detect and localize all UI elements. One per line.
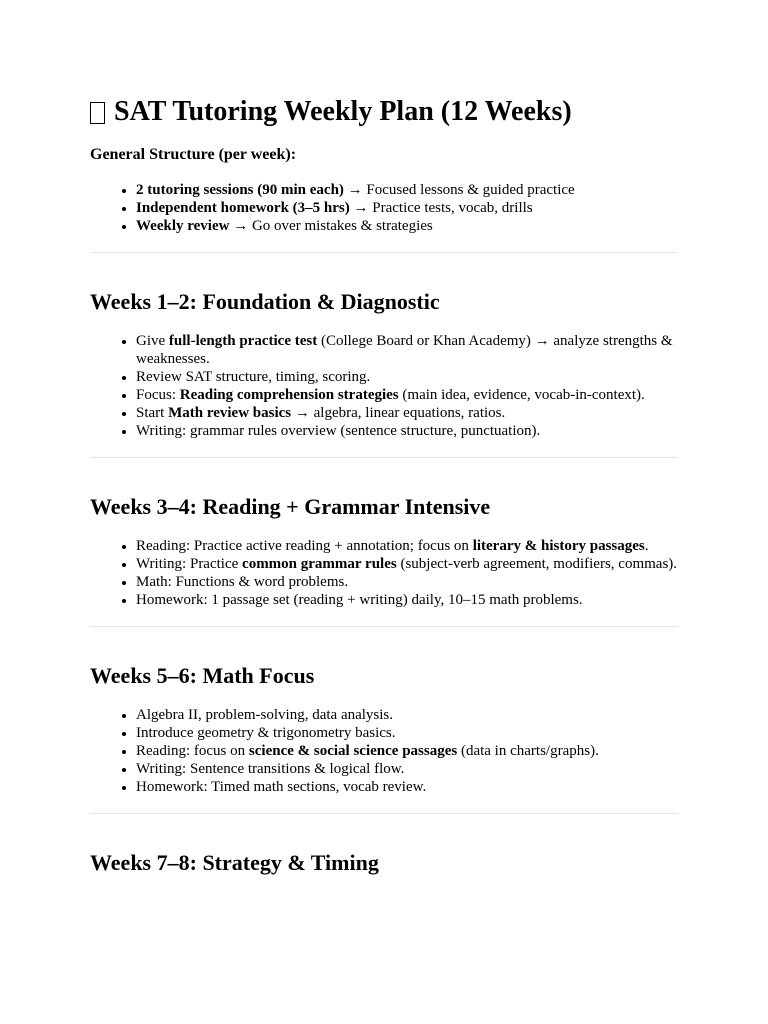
list-item [136, 181, 678, 199]
item-bold-text: literary & history passages [472, 538, 645, 554]
page-title [90, 94, 678, 130]
list-item [136, 368, 678, 386]
list-item [136, 742, 678, 760]
section-title: Weeks 3–4: Reading + Grammar Intensive [90, 494, 491, 519]
missing-glyph-icon [90, 102, 105, 124]
list-item [136, 422, 678, 440]
item-text: Homework: 1 passage set (reading + writing) daily, 10–15 math problems. [136, 592, 583, 608]
item-text: Start [136, 405, 169, 421]
item-bold-text: science & social science passages [248, 743, 458, 759]
item-text: Homework: Timed math sections, vocab review. [136, 779, 427, 795]
item-text: Math: Functions & word problems. [136, 574, 349, 590]
general-structure-heading: General Structure (per week): [90, 146, 297, 163]
section-list [90, 706, 678, 796]
list-item [136, 386, 678, 404]
item-bold-text: Reading comprehension strategies [179, 387, 399, 403]
item-text: Writing: Sentence transitions & logical flow. [136, 761, 405, 777]
list-item [136, 199, 678, 217]
item-text: Focus: [136, 387, 180, 403]
section-list [90, 537, 678, 609]
item-bold-text: common grammar rules [242, 556, 397, 572]
list-item [136, 760, 678, 778]
item-text: Reading: Practice active reading + annotation; focus on [136, 538, 473, 554]
section-list [90, 332, 678, 440]
item-text: (subject-verb agreement, modifiers, commas). [396, 556, 678, 572]
item-text: → Focused lessons & guided practice [343, 182, 575, 198]
item-text: . [644, 538, 649, 554]
general-structure-list [90, 181, 678, 235]
list-item [136, 573, 678, 591]
item-text: Reading: focus on [136, 743, 249, 759]
list-item [136, 778, 678, 796]
item-text: (College Board or Khan Academy) → analyze strengths & weaknesses. [136, 333, 673, 367]
document-content [90, 94, 678, 877]
section-title: Weeks 1–2: Foundation & Diagnostic [90, 289, 440, 314]
item-text: Review SAT structure, timing, scoring. [136, 369, 371, 385]
item-text: Give [136, 333, 169, 349]
section-title: Weeks 7–8: Strategy & Timing [90, 850, 379, 875]
item-text: Introduce geometry & trigonometry basics. [136, 725, 396, 741]
item-text: Writing: grammar rules overview (sentence structure, punctuation). [136, 423, 541, 439]
list-item [136, 332, 678, 368]
list-item [136, 537, 678, 555]
list-item [136, 555, 678, 573]
item-bold-text: Independent homework (3–5 hrs) [136, 200, 350, 216]
item-text: Algebra II, problem-solving, data analysis. [136, 707, 394, 723]
item-text: → Practice tests, vocab, drills [349, 200, 533, 216]
section-divider [90, 457, 678, 458]
section-divider [90, 626, 678, 627]
section-divider [90, 252, 678, 253]
item-text: → Go over mistakes & strategies [229, 218, 433, 234]
list-item [136, 706, 678, 724]
list-item [136, 591, 678, 609]
section-divider [90, 813, 678, 814]
item-bold-text: Weekly review [136, 218, 230, 234]
item-text: → algebra, linear equations, ratios. [291, 405, 506, 421]
list-item [136, 724, 678, 742]
item-bold-text: 2 tutoring sessions (90 min each) [136, 182, 344, 198]
item-text: (main idea, evidence, vocab-in-context). [398, 387, 645, 403]
item-bold-text: full-length practice test [168, 333, 318, 349]
item-text: (data in charts/graphs). [457, 743, 599, 759]
item-text: Writing: Practice [136, 556, 243, 572]
section-title: Weeks 5–6: Math Focus [90, 663, 315, 688]
item-bold-text: Math review basics [168, 405, 292, 421]
list-item [136, 217, 678, 235]
page-title-text: SAT Tutoring Weekly Plan (12 Weeks) [114, 96, 572, 127]
list-item [136, 404, 678, 422]
